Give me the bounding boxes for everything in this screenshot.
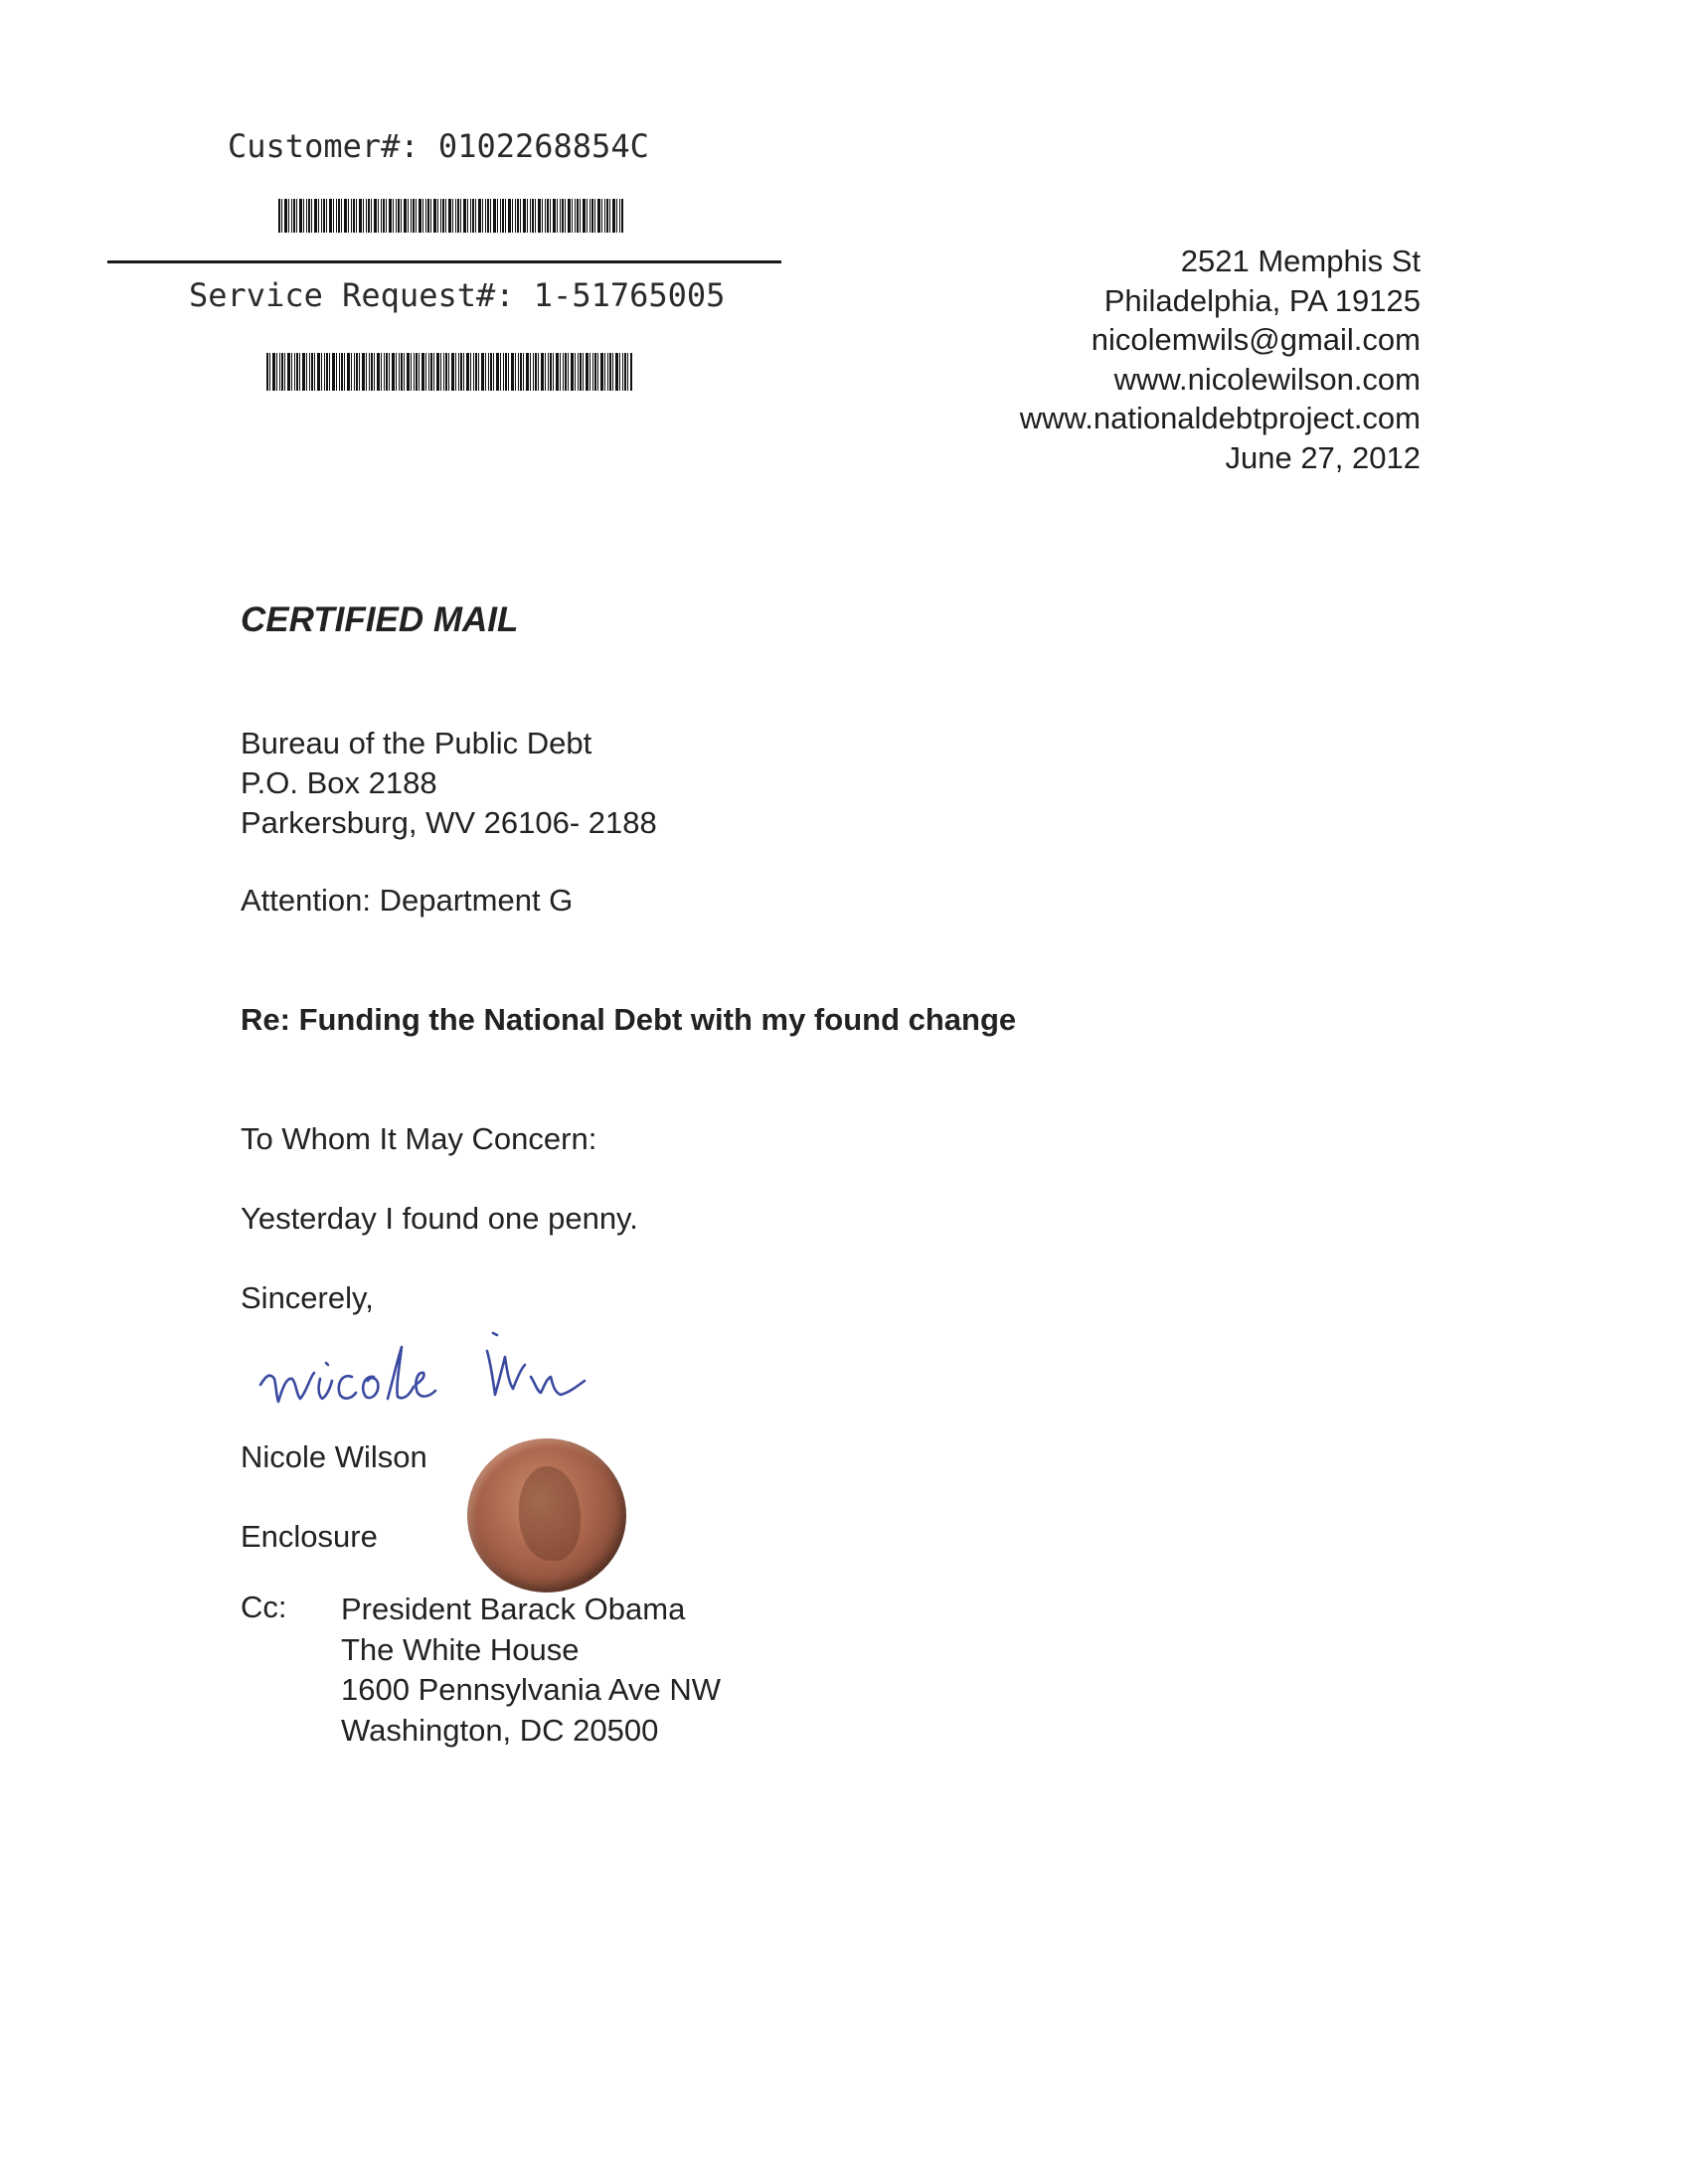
recipient-name: Bureau of the Public Debt — [241, 726, 592, 760]
cc-line-1: President Barack Obama — [341, 1592, 686, 1626]
header-divider — [107, 260, 781, 263]
return-website-2: www.nationaldebtproject.com — [1019, 401, 1421, 435]
cc-line-2: The White House — [341, 1631, 580, 1667]
cc-label: Cc: — [241, 1590, 287, 1624]
service-request-barcode — [266, 353, 632, 391]
service-request-number: Service Request#: 1-51765005 — [189, 276, 726, 314]
recipient-address — [241, 724, 657, 843]
penny-portrait — [519, 1466, 581, 1561]
customer-barcode — [278, 199, 624, 233]
return-street: 2521 Memphis St — [1180, 244, 1421, 278]
subject-line: Re: Funding the National Debt with my found change — [241, 1002, 1017, 1037]
sender-name: Nicole Wilson — [241, 1439, 427, 1474]
cc-line-4: Washington, DC 20500 — [341, 1712, 659, 1748]
return-city-state-zip: Philadelphia, PA 19125 — [1103, 282, 1421, 318]
salutation: To Whom It May Concern: — [241, 1121, 597, 1156]
attention-line: Attention: Department G — [241, 883, 574, 918]
customer-number: Customer#: 0102268854C — [228, 127, 649, 165]
return-address — [1020, 242, 1421, 477]
cc-address — [341, 1590, 721, 1751]
body-paragraph: Yesterday I found one penny. — [241, 1201, 638, 1236]
handwritten-signature — [256, 1307, 604, 1417]
penny-coin-image — [467, 1438, 626, 1593]
cc-line-3: 1600 Pennsylvania Ave NW — [341, 1672, 721, 1707]
letter-date: June 27, 2012 — [1225, 439, 1421, 475]
recipient-po-box: P.O. Box 2188 — [241, 765, 437, 800]
enclosure-label: Enclosure — [241, 1519, 378, 1554]
closing: Sincerely, — [241, 1280, 374, 1315]
certified-mail-heading: CERTIFIED MAIL — [241, 600, 519, 639]
return-website-1: www.nicolewilson.com — [1113, 361, 1421, 397]
recipient-city-state-zip: Parkersburg, WV 26106- 2188 — [241, 805, 657, 840]
return-email: nicolemwils@gmail.com — [1091, 322, 1421, 357]
